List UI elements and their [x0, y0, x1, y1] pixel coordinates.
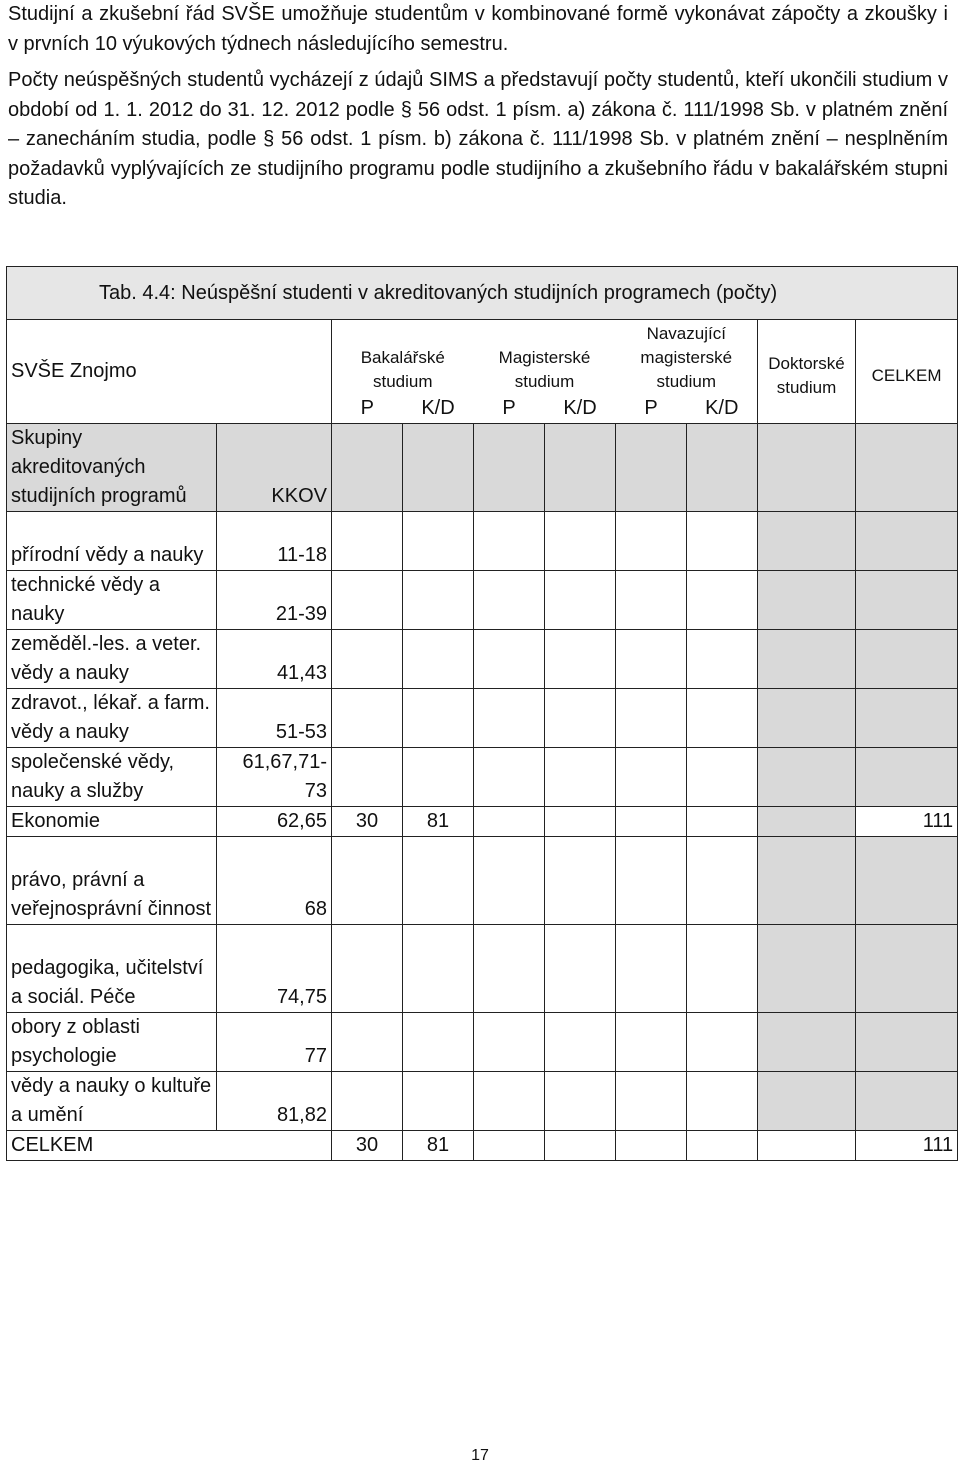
total-all: 111	[856, 1131, 958, 1161]
explanation-paragraph: Počty neúspěšných studentů vycházejí z údajů SIMS a představují počty studentů, kteří ukončili studium v období od 1. 1. 2012 do 31. 12. 2012 podle § 56 odst. 1 písm. a) zákona č. 111/1998 Sb. v platném znění – zanecháním studia, podle § 56 odst. 1 písm. b) zákona č. 111/1998 Sb. v platném znění – nesplněním požadavků vyplývajících ze studijního programu podle studijního a zkušebního řádu v bakalářském stupni studia.	[8, 69, 948, 209]
kkov-label: KKOV	[217, 424, 332, 512]
page-number: 17	[471, 1447, 489, 1464]
row-bak-kd: 81	[403, 807, 474, 837]
row-kkov: 21-39	[217, 571, 332, 630]
row-name: Ekonomie	[7, 807, 217, 837]
org-name: SVŠE Znojmo	[7, 320, 332, 424]
row-name: technické vědy a nauky	[7, 571, 217, 630]
sub-bak-kd: K/D	[403, 394, 474, 424]
failed-students-table	[6, 266, 958, 1161]
table-row	[7, 512, 958, 571]
sub-mag-p: P	[474, 394, 545, 424]
failed-students-table-wrapper	[6, 266, 957, 1161]
row-kkov: 61,67,71-73	[217, 748, 332, 807]
table-row	[7, 748, 958, 807]
row-name: zdravot., lékař. a farm. vědy a nauky	[7, 689, 217, 748]
table-row	[7, 689, 958, 748]
row-name: zeměděl.-les. a veter. vědy a nauky	[7, 630, 217, 689]
col-follow-up-master: Navazující magisterské studium	[616, 320, 758, 394]
intro-paragraph: Studijní a zkušební řád SVŠE umožňuje studentům v kombinované formě vykonávat zápočty a zkoušky i v prvních 10 výukových týdnech následujícího semestru.	[8, 3, 948, 55]
row-kkov: 81,82	[217, 1072, 332, 1131]
col-bachelor: Bakalářské studium	[332, 320, 474, 394]
row-kkov: 77	[217, 1013, 332, 1072]
groups-label: Skupiny akreditovaných studijních programů	[7, 424, 217, 512]
sub-bak-p: P	[332, 394, 403, 424]
row-name: obory z oblasti psychologie	[7, 1013, 217, 1072]
table-row	[7, 837, 958, 925]
row-bak-p: 30	[332, 807, 403, 837]
table-row	[7, 1072, 958, 1131]
table-row	[7, 571, 958, 630]
table-row	[7, 1013, 958, 1072]
total-bak-p: 30	[332, 1131, 403, 1161]
sub-nav-kd: K/D	[687, 394, 758, 424]
table-row	[7, 630, 958, 689]
row-name: přírodní vědy a nauky	[7, 512, 217, 571]
row-kkov: 11-18	[217, 512, 332, 571]
table-row	[7, 807, 958, 837]
row-name: vědy a nauky o kultuře a umění	[7, 1072, 217, 1131]
row-kkov: 68	[217, 837, 332, 925]
col-doctoral: Doktorské studium	[758, 320, 856, 424]
header-row	[7, 320, 958, 394]
caption-row	[7, 267, 958, 320]
total-label: CELKEM	[7, 1131, 332, 1161]
row-kkov: 74,75	[217, 925, 332, 1013]
row-kkov: 51-53	[217, 689, 332, 748]
row-name: právo, právní a veřejnosprávní činnost	[7, 837, 217, 925]
row-name: společenské vědy, nauky a služby	[7, 748, 217, 807]
groups-header-row	[7, 424, 958, 512]
sub-nav-p: P	[616, 394, 687, 424]
col-master: Magisterské studium	[474, 320, 616, 394]
row-kkov: 62,65	[217, 807, 332, 837]
total-bak-kd: 81	[403, 1131, 474, 1161]
sub-mag-kd: K/D	[545, 394, 616, 424]
table-caption: Tab. 4.4: Neúspěšní studenti v akreditovaných studijních programech (počty)	[7, 267, 958, 320]
total-row	[7, 1131, 958, 1161]
col-total: CELKEM	[856, 320, 958, 424]
row-name: pedagogika, učitelství a sociál. Péče	[7, 925, 217, 1013]
row-total: 111	[856, 807, 958, 837]
table-row	[7, 925, 958, 1013]
row-kkov: 41,43	[217, 630, 332, 689]
